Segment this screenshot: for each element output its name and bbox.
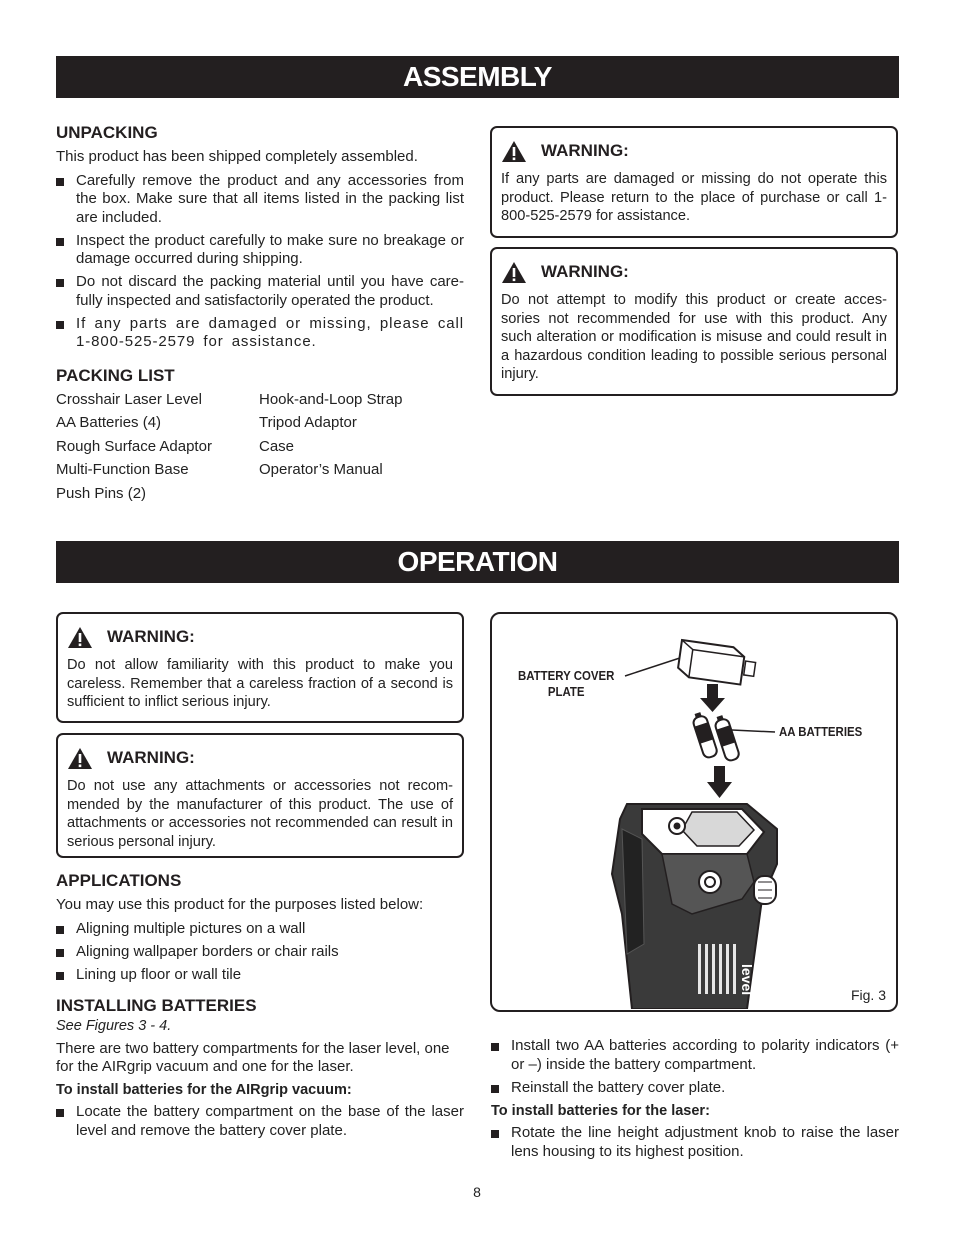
callout-line: PLATE	[547, 684, 585, 699]
operation-banner: OPERATION	[56, 541, 899, 583]
warning-header	[501, 138, 887, 164]
warning-text: Do not attempt to modify this product or create acces-sories not recommended for use with this product. Any such alteration or modification is misuse and could result in a hazardous condition leading to possible serious personal injury.	[501, 292, 887, 382]
list-item: AA Batteries (4)	[56, 414, 162, 431]
packing-list	[56, 390, 464, 503]
warning-text: Do not allow familiarity with this product to make you careless. Remember that a careless fraction of a second is sufficient to inflict serious injury.	[67, 657, 453, 710]
warning-text: If any parts are damaged or missing do not operate this product. Please return to the place of purchase or call 1-800-525-2579 for assistance.	[501, 171, 887, 224]
warning-triangle-icon	[67, 626, 93, 649]
unpacking-intro: This product has been shipped completely assembled.	[56, 148, 418, 165]
list-item: Rough Surface Adaptor	[56, 437, 212, 455]
list-item: Case	[259, 437, 295, 455]
figure-3	[490, 612, 898, 1012]
list-item: Lining up floor or wall tile	[56, 966, 464, 985]
laser-list	[491, 1124, 899, 1161]
warning-triangle-icon	[501, 261, 527, 284]
warning-label: WARNING:	[107, 627, 195, 646]
warning-triangle-icon	[501, 140, 527, 163]
warning-text: Do not use any attachments or accessories not recom-mended by the manufacturer of this product. The use of attachments or accessories not recommended can result in serious personal injury.	[67, 778, 453, 850]
battery-cover-plate	[677, 640, 757, 686]
list-item: Aligning multiple pictures on a wall	[56, 920, 464, 939]
list-item: Tripod Adaptor	[259, 414, 357, 431]
list-item: Operator’s Manual	[259, 461, 383, 478]
page-number: 8	[473, 1184, 481, 1200]
list-item: Install two AA batteries according to polarity indicators (+ or –) inside the battery compartment.	[491, 1037, 899, 1074]
label-aa-batteries: AA BATTERIES	[779, 724, 863, 739]
assembly-left-column	[56, 123, 464, 503]
list-item: Locate the battery compartment on the base of the laser level and remove the battery cover plate.	[56, 1103, 464, 1140]
vacuum-subheading: To install batteries for the AIRgrip vacuum:	[56, 1081, 352, 1098]
see-figures-note: See Figures 3 - 4.	[56, 1018, 172, 1034]
vacuum-list-right	[491, 1037, 899, 1097]
figure-caption: Fig. 3	[850, 987, 886, 1003]
list-item: Aligning wallpaper borders or chair rails	[56, 943, 464, 962]
label-battery-cover-plate	[518, 668, 614, 700]
applications-list	[56, 920, 464, 985]
operation-left-column	[56, 871, 464, 1145]
laser-subheading: To install batteries for the laser:	[491, 1102, 710, 1119]
vacuum-list-left	[56, 1103, 464, 1140]
arrow-down-icon	[700, 684, 725, 712]
warning-box	[56, 612, 464, 723]
list-item: Carefully remove the product and any accessories from the box. Make sure that all items listed in the packing list are included.	[56, 172, 464, 228]
warning-header	[67, 624, 453, 650]
installing-batteries-heading: INSTALLING BATTERIES	[56, 996, 257, 1015]
device-brand-text: level	[739, 964, 755, 996]
warning-label: WARNING:	[541, 141, 629, 160]
warning-header	[67, 745, 453, 771]
packing-list-heading: PACKING LIST	[56, 365, 175, 385]
list-item: Push Pins (2)	[56, 484, 147, 502]
callout-line: BATTERY COVER	[518, 668, 615, 683]
operation-right-column	[491, 1037, 899, 1166]
aa-batteries	[691, 711, 741, 762]
warning-box	[490, 126, 898, 238]
unpacking-heading: UNPACKING	[56, 123, 158, 142]
unpacking-list	[56, 172, 464, 352]
applications-heading: APPLICATIONS	[56, 871, 182, 890]
assembly-banner: ASSEMBLY	[56, 56, 899, 98]
list-item: Crosshair Laser Level	[56, 390, 202, 408]
installing-intro: There are two battery compartments for the laser level, one for the AIRgrip vacuum and one for the laser.	[56, 1039, 450, 1075]
list-item: Rotate the line height adjustment knob to raise the laser lens housing to its highest position.	[491, 1124, 899, 1161]
warning-box	[56, 733, 464, 858]
applications-intro: You may use this product for the purposes listed below:	[56, 896, 424, 913]
list-item: Reinstall the battery cover plate.	[491, 1079, 899, 1098]
list-item: Multi-Function Base	[56, 461, 189, 478]
list-item: Inspect the product carefully to make sure no breakage or damage occurred during shipping.	[56, 232, 464, 269]
list-item: Hook-and-Loop Strap	[259, 390, 403, 408]
warning-header	[501, 259, 887, 285]
warning-label: WARNING:	[541, 262, 629, 281]
list-item: If any parts are damaged or missing, please call 1-800-525-2579 for assistance.	[56, 315, 464, 352]
warning-triangle-icon	[67, 747, 93, 770]
warning-box	[490, 247, 898, 396]
arrow-down-icon	[707, 766, 732, 798]
list-item: Do not discard the packing material until you have care-fully inspected and satisfactorily operated the product.	[56, 273, 464, 310]
laser-level-device	[612, 804, 777, 1009]
warning-label: WARNING:	[107, 748, 195, 767]
